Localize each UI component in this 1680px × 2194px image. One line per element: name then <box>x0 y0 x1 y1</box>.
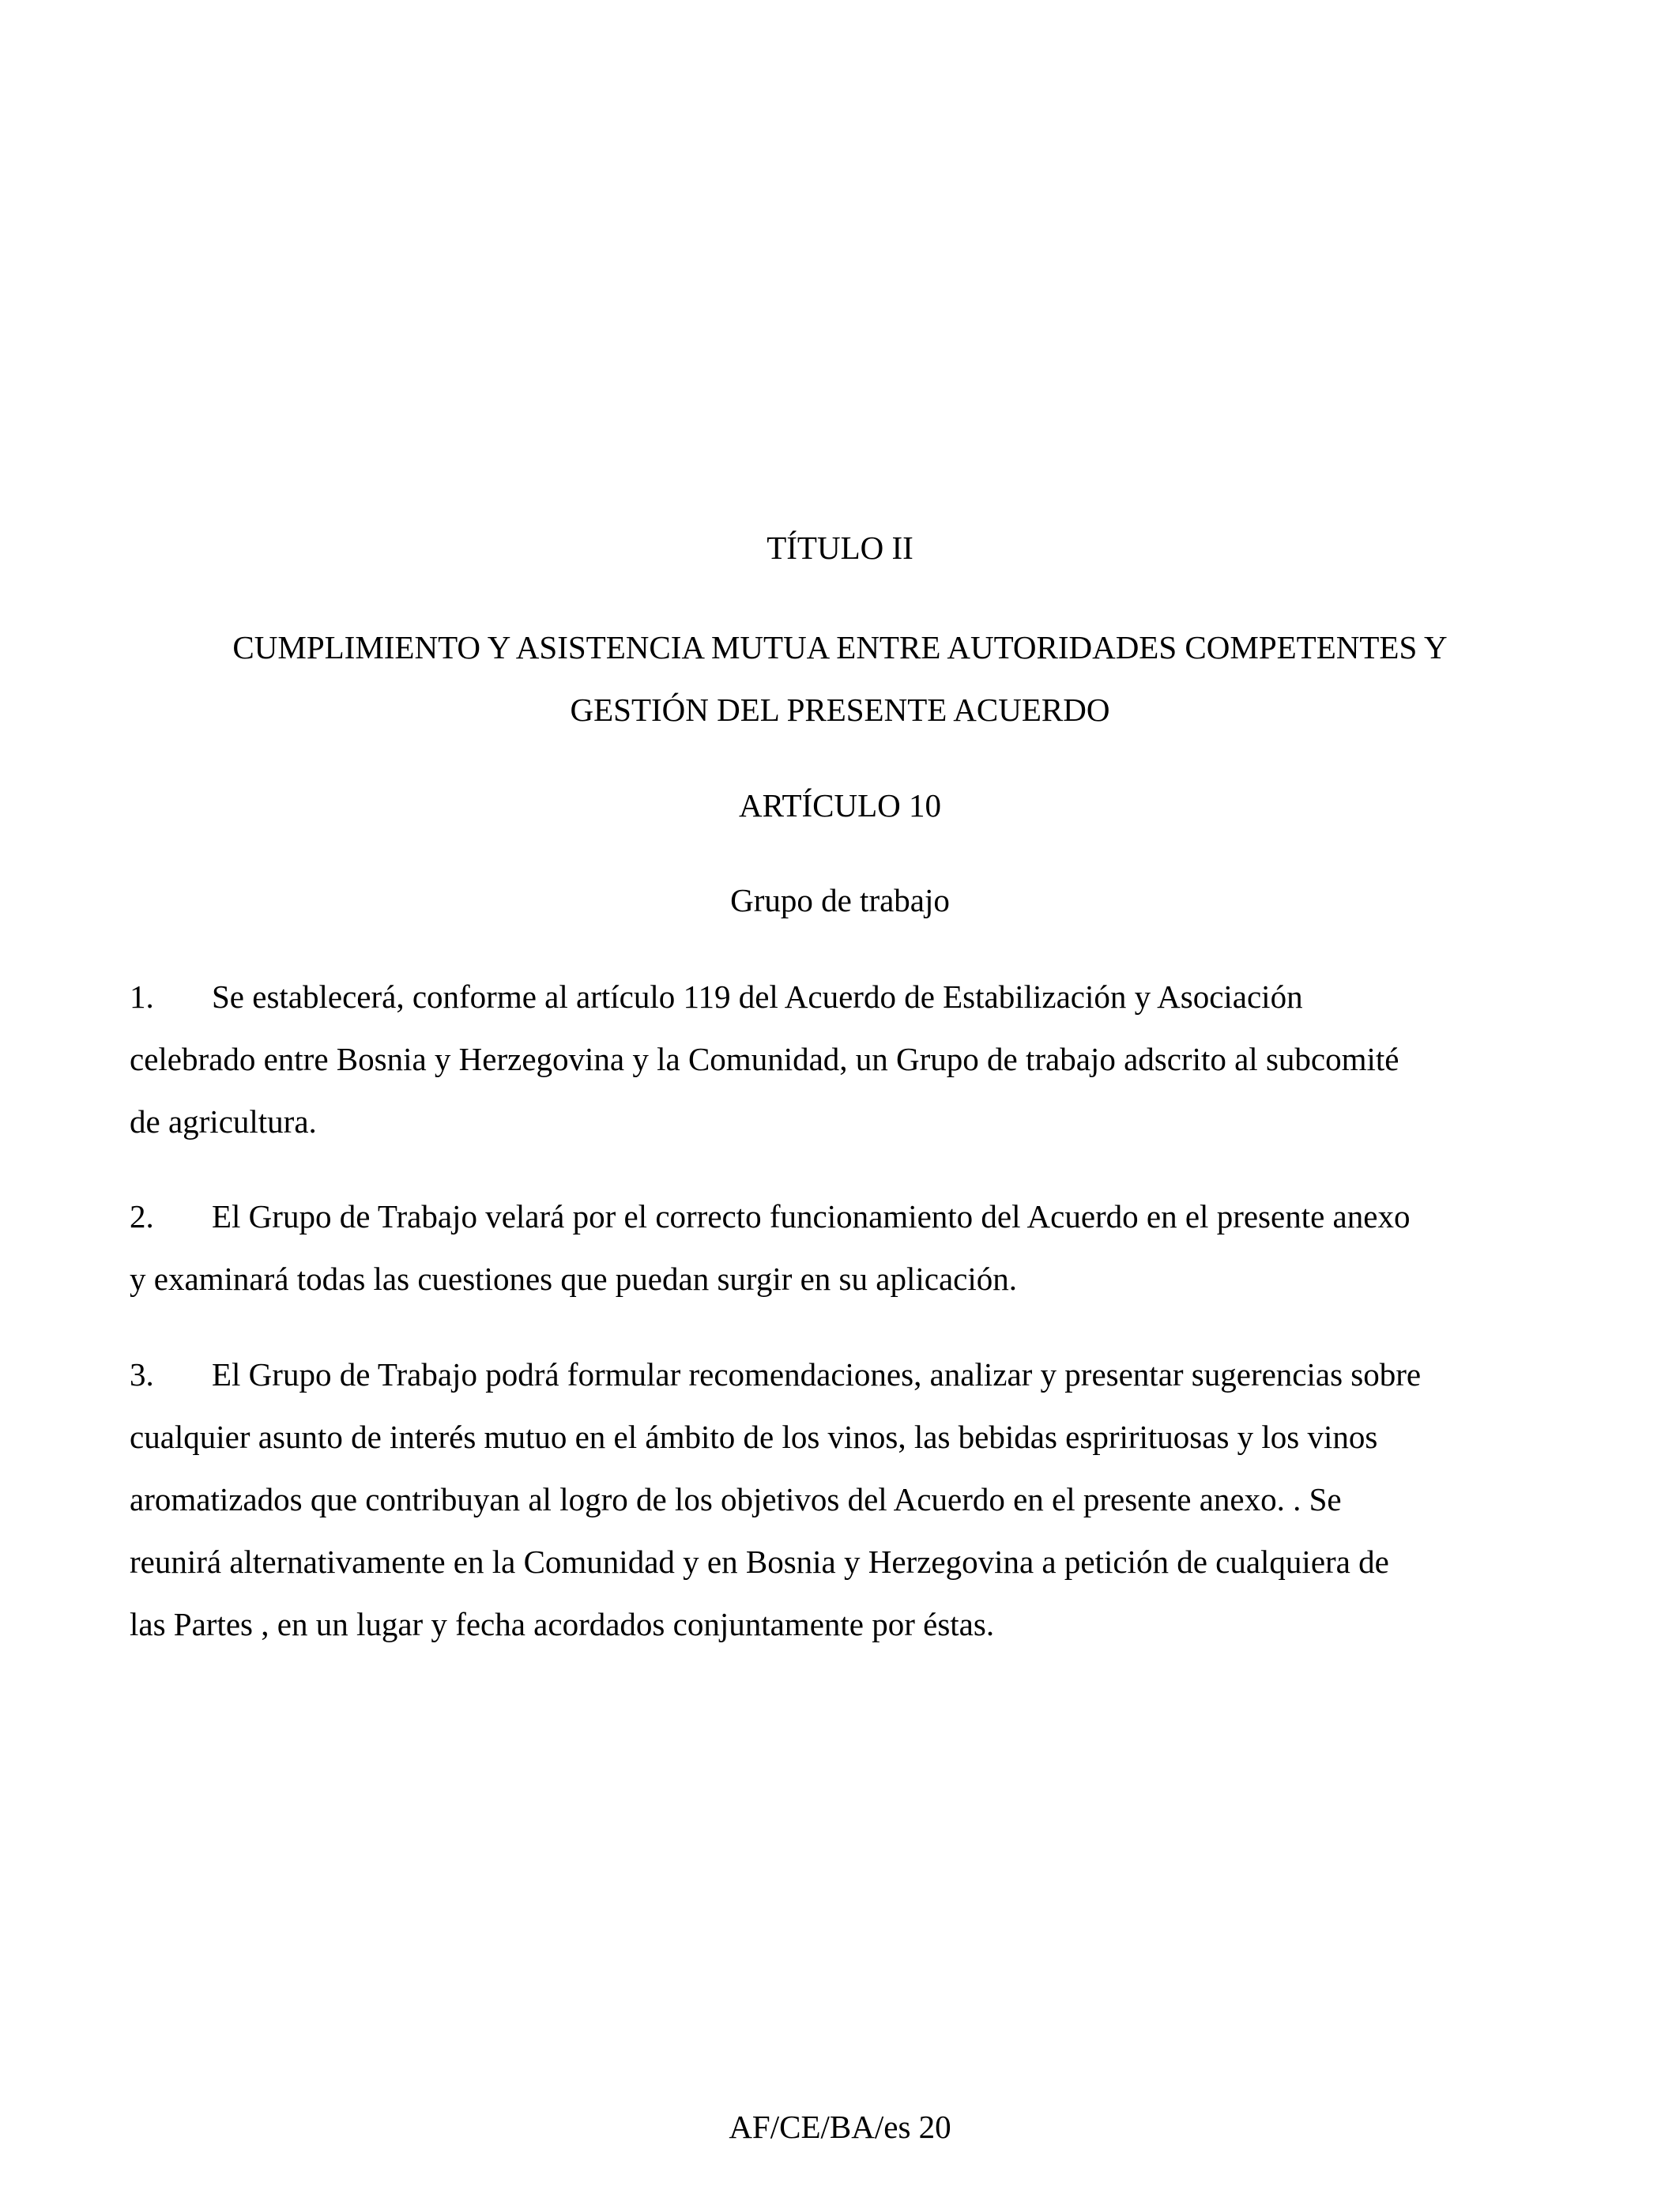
paragraph-2 <box>130 1186 1552 1310</box>
paragraph-text: Se establecerá, conforme al artículo 119 del Acuerdo de Estabilización y Asociación <box>212 978 1303 1015</box>
paragraph-number: 1. <box>130 978 154 1015</box>
paragraph-line: de agricultura. <box>130 1103 317 1140</box>
paragraph-1 <box>130 966 1552 1153</box>
article-heading: ARTÍCULO 10 <box>738 787 942 824</box>
paragraph-line: celebrado entre Bosnia y Herzegovina y la Comunidad, un Grupo de trabajo adscrito al subcomité <box>130 1041 1399 1077</box>
paragraph-line: reunirá alternativamente en la Comunidad y en Bosnia y Herzegovina a petición de cualquiera de <box>130 1544 1389 1580</box>
paragraph-line: cualquier asunto de interés mutuo en el ámbito de los vinos, las bebidas esprirituosas y los vinos <box>130 1419 1378 1455</box>
chapter-heading-line-1: CUMPLIMIENTO Y ASISTENCIA MUTUA ENTRE AUTORIDADES COMPETENTES Y <box>232 629 1448 665</box>
paragraph-text: El Grupo de Trabajo velará por el correcto funcionamiento del Acuerdo en el presente anexo <box>212 1198 1411 1235</box>
paragraph-line: las Partes , en un lugar y fecha acordados conjuntamente por éstas. <box>130 1606 995 1642</box>
paragraph-line <box>130 966 1552 1028</box>
paragraph-text: El Grupo de Trabajo podrá formular recomendaciones, analizar y presentar sugerencias sobre <box>212 1356 1422 1393</box>
chapter-heading-line-2: GESTIÓN DEL PRESENTE ACUERDO <box>570 692 1110 728</box>
paragraph-3 <box>130 1344 1552 1656</box>
paragraph-number: 2. <box>130 1198 154 1235</box>
chapter-heading <box>0 616 1680 741</box>
paragraph-number: 3. <box>130 1356 154 1393</box>
paragraph-line: aromatizados que contribuyan al logro de los objetivos del Acuerdo en el presente anexo. . Se <box>130 1481 1342 1517</box>
paragraph-line <box>130 1186 1552 1248</box>
article-subject: Grupo de trabajo <box>730 882 950 918</box>
paragraph-line <box>130 1344 1552 1406</box>
page-footer-reference: AF/CE/BA/es 20 <box>729 2109 951 2145</box>
paragraph-line: y examinará todas las cuestiones que puedan surgir en su aplicación. <box>130 1261 1017 1297</box>
title-heading: TÍTULO II <box>767 530 913 566</box>
